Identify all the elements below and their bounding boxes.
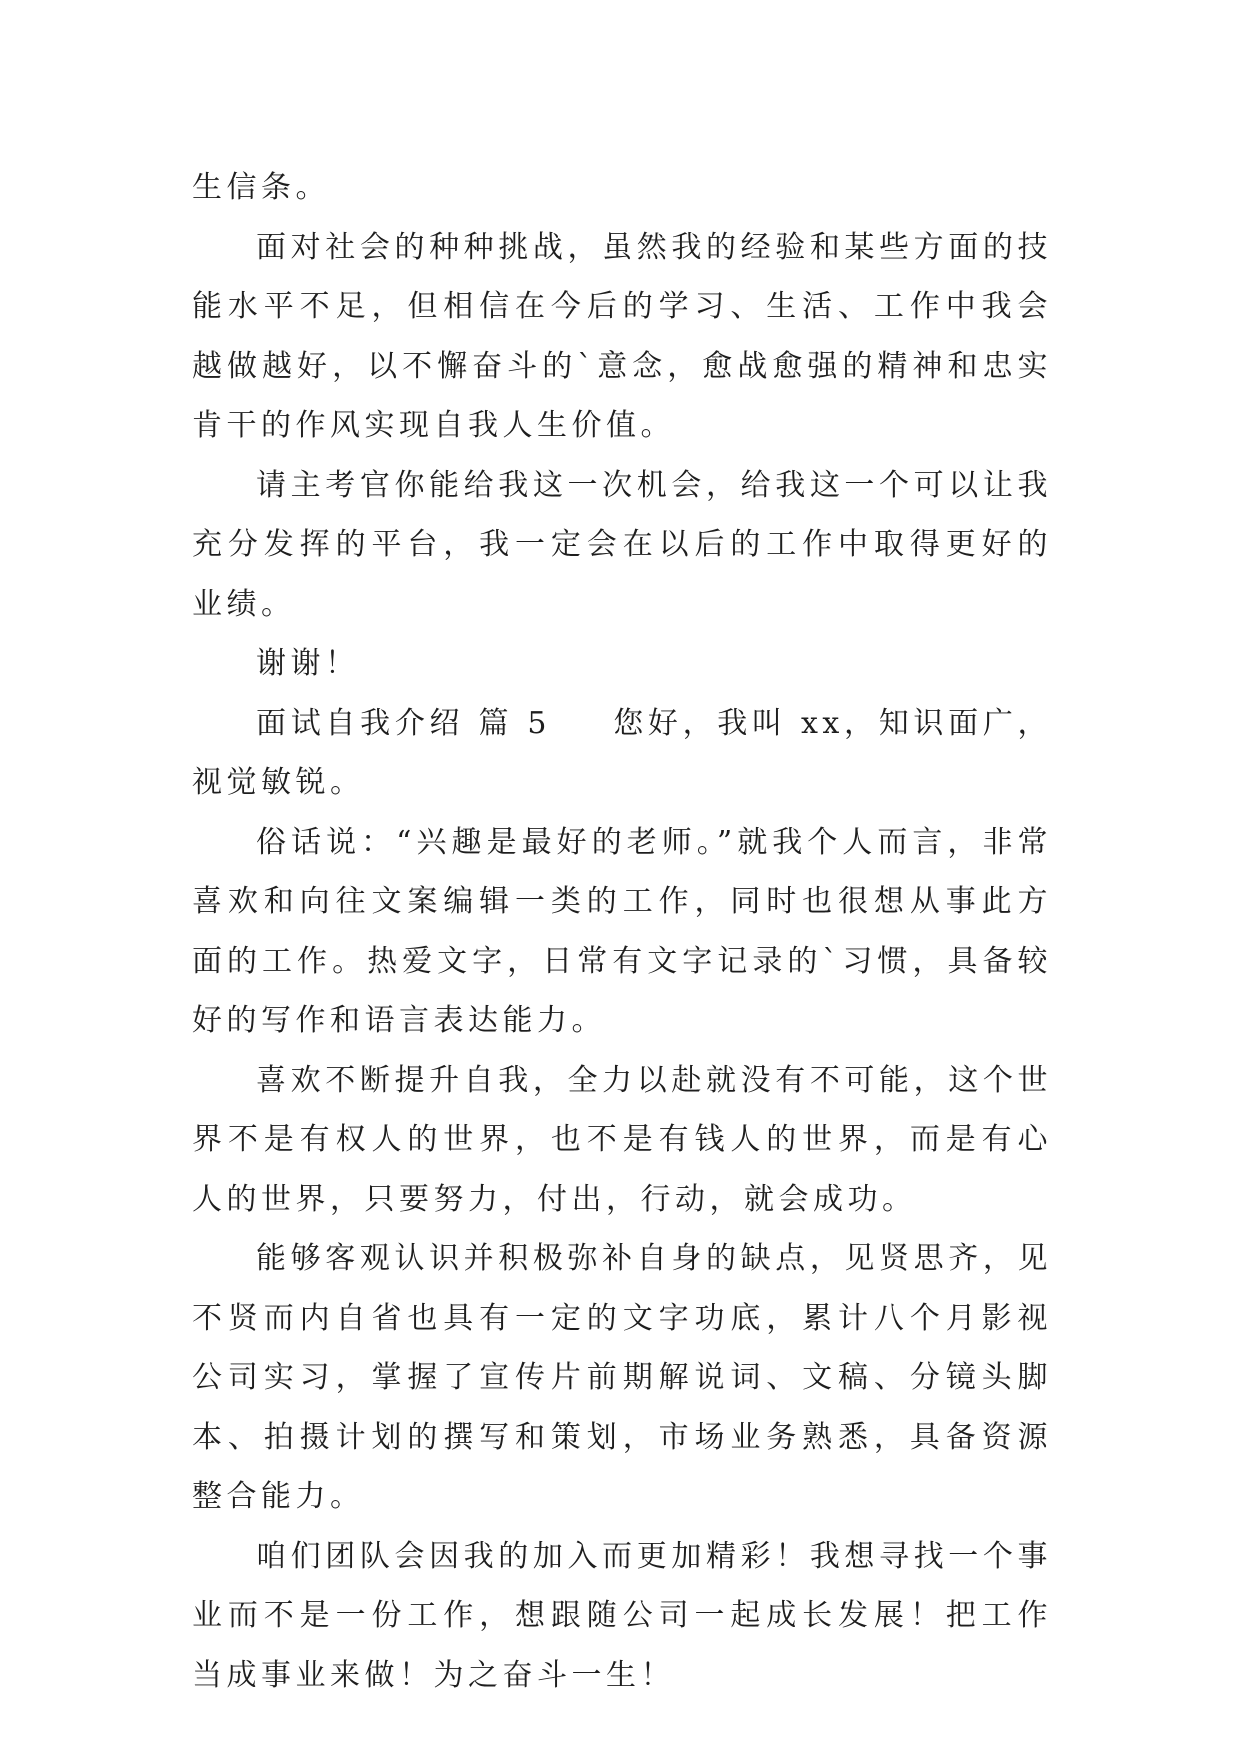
paragraph-2: 面对社会的种种挑战，虽然我的经验和某些方面的技能水平不足，但相信在今后的学习、生活、工作中我会越做越好，以不懈奋斗的`意念，愈战愈强的精神和忠实肯干的作风实现自我人生价值。 bbox=[192, 229, 1052, 443]
paragraph-thanks: 谢谢！ bbox=[256, 646, 360, 681]
section-number: 篇 5 bbox=[478, 705, 551, 741]
paragraph-1: 生信条。 bbox=[192, 170, 330, 205]
paragraph-7: 喜欢不断提升自我，全力以赴就没有不可能，这个世界不是有权人的世界，也不是有钱人的世界，而是有心人的世界，只要努力，付出，行动，就会成功。 bbox=[192, 1062, 1052, 1217]
section-intro-text: 您好，我叫 xx，知识面广，视觉敏锐。 bbox=[192, 705, 1053, 800]
document-body bbox=[192, 158, 1052, 1705]
paragraph-3: 请主考官你能给我这一次机会，给我这一个可以让我充分发挥的平台，我一定会在以后的工作中取得更好的业绩。 bbox=[192, 467, 1052, 622]
paragraph-section-5 bbox=[192, 694, 1052, 813]
paragraph-8: 能够客观认识并积极弥补自身的缺点，见贤思齐，见不贤而内自省也具有一定的文字功底，累计八个月影视公司实习，掌握了宣传片前期解说词、文稿、分镜头脚本、拍摄计划的撰写和策划，市场业务熟悉，具备资源整合能力。 bbox=[192, 1241, 1052, 1514]
section-heading: 面试自我介绍 bbox=[256, 705, 465, 741]
paragraph-9: 咱们团队会因我的加入而更加精彩！我想寻找一个事业而不是一份工作，想跟随公司一起成长发展！把工作当成事业来做！为之奋斗一生！ bbox=[192, 1538, 1052, 1693]
paragraph-6: 俗话说：“兴趣是最好的老师。”就我个人而言，非常喜欢和向往文案编辑一类的工作，同时也很想从事此方面的工作。热爱文字，日常有文字记录的`习惯，具备较好的写作和语言表达能力。 bbox=[192, 824, 1052, 1038]
